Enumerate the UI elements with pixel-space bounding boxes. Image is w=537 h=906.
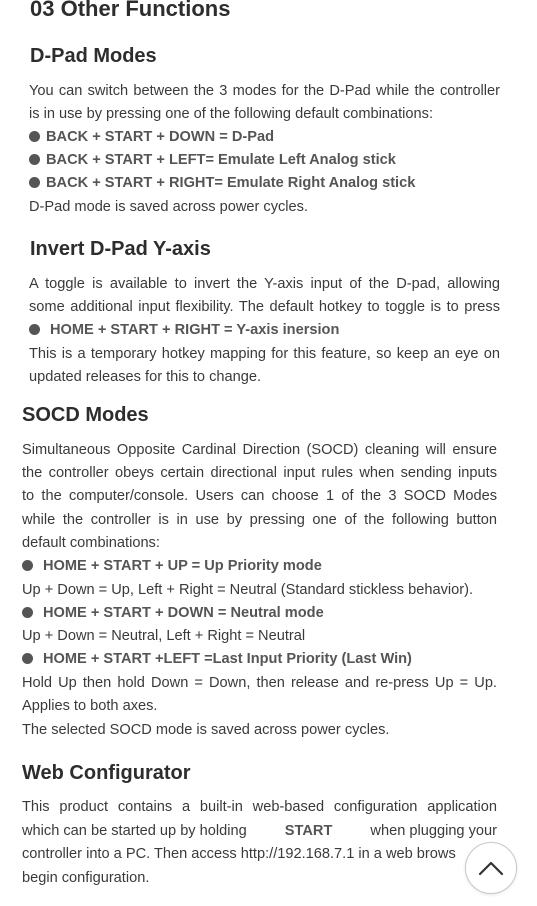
dpad-text-line: is in use by pressing one of the following default combinations:	[29, 106, 434, 122]
socd-mode-desc: Hold Up then hold Down = Down, then release and re-press Up = Up.	[22, 675, 497, 691]
bullet-icon	[22, 653, 33, 664]
web-text-line: begin configuration.	[22, 870, 150, 886]
socd-heading: SOCD Modes	[22, 404, 149, 426]
dpad-bullet-item: BACK + START + LEFT= Emulate Left Analog stick	[29, 149, 396, 172]
dpad-heading: D-Pad Modes	[30, 45, 157, 67]
invert-text-line: updated releases for this to change.	[29, 369, 262, 385]
socd-text-line: Simultaneous Opposite Cardinal Direction (SOCD) cleaning will ensure	[22, 442, 497, 458]
web-heading: Web Configurator	[22, 762, 191, 784]
socd-text-line: the controller obeys certain directional input rules when sending inputs	[22, 465, 497, 481]
dpad-bullet-item: BACK + START + DOWN = D-Pad	[29, 126, 274, 149]
invert-heading: Invert D-Pad Y-axis	[30, 238, 211, 260]
invert-bullet-item: HOME + START + RIGHT = Y-axis inersion	[29, 319, 339, 342]
socd-mode-bullet: HOME + START + DOWN = Neutral mode	[22, 602, 324, 625]
bullet-icon	[22, 560, 33, 571]
bullet-icon	[29, 154, 40, 165]
socd-mode-bullet: HOME + START +LEFT =Last Input Priority (Last Win)	[22, 648, 412, 671]
dpad-note: D-Pad mode is saved across power cycles.	[29, 199, 309, 215]
socd-text-line: default combinations:	[22, 535, 160, 551]
bullet-icon	[29, 177, 40, 188]
socd-mode-desc: Up + Down = Up, Left + Right = Neutral (Standard stickless behavior).	[22, 582, 474, 598]
dpad-text-line: You can switch between the 3 modes for the D-Pad while the controller	[29, 83, 500, 99]
bullet-icon	[22, 607, 33, 618]
web-text-line: This product contains a built-in web-based configuration application	[22, 799, 497, 815]
bullet-icon	[29, 131, 40, 142]
web-text-line: which can be started up by holding START when plugging your	[22, 820, 497, 843]
start-keyword: START	[284, 823, 333, 839]
socd-mode-desc: Up + Down = Neutral, Left + Right = Neutral	[22, 628, 306, 644]
scroll-to-top-button[interactable]	[465, 842, 517, 894]
socd-note: The selected SOCD mode is saved across power cycles.	[22, 722, 390, 738]
invert-text-line: This is a temporary hotkey mapping for this feature, so keep an eye on	[29, 346, 500, 362]
dpad-bullet-item: BACK + START + RIGHT= Emulate Right Analog stick	[29, 172, 415, 195]
chevron-up-icon	[478, 860, 504, 876]
socd-text-line: to the computer/console. Users can choose 1 of the 3 SOCD Modes	[22, 488, 497, 504]
invert-text-line: A toggle is available to invert the Y-axis input of the D-pad, allowing	[29, 276, 500, 292]
bullet-icon	[29, 324, 40, 335]
socd-mode-desc: Applies to both axes.	[22, 698, 158, 714]
socd-text-line: while the controller is in use by pressing one of the following button	[22, 512, 497, 528]
invert-text-line: some additional input flexibility. The default hotkey to toggle is to press	[29, 299, 500, 315]
web-text-line: controller into a PC. Then access http://192.168.7.1 in a web brows	[22, 846, 456, 862]
socd-mode-bullet: HOME + START + UP = Up Priority mode	[22, 555, 322, 578]
page-title: 03 Other Functions	[30, 0, 231, 21]
